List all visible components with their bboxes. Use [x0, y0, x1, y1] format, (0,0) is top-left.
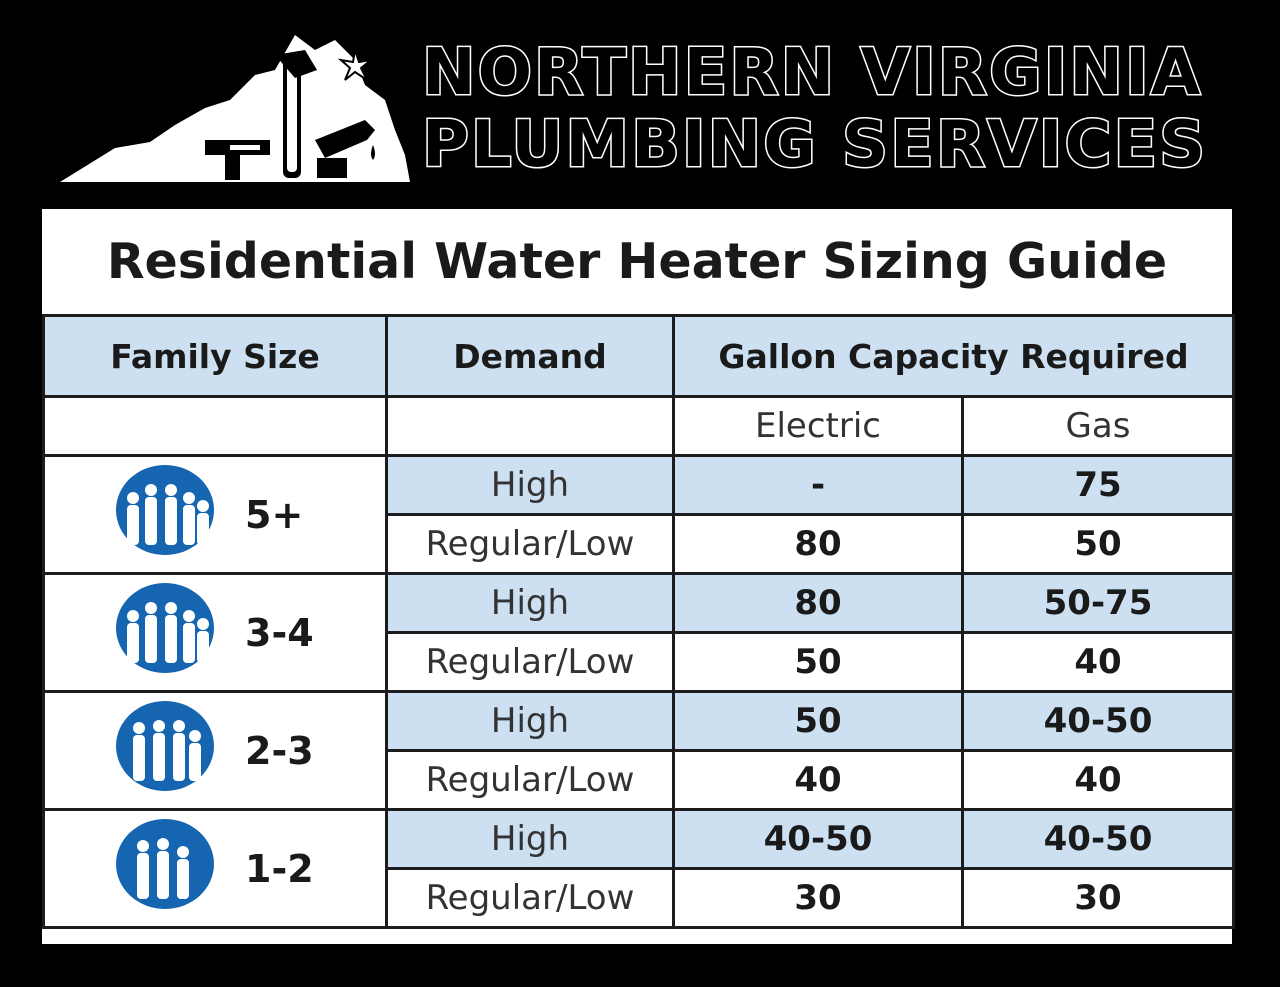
electric-capacity-cell: 50	[674, 692, 963, 751]
demand-cell: High	[387, 810, 674, 869]
gas-capacity-cell: 40-50	[963, 692, 1234, 751]
family-size-label: 1-2	[245, 846, 314, 891]
table-subheader-row	[44, 397, 1234, 456]
page-title: Residential Water Heater Sizing Guide	[106, 233, 1168, 290]
family-size-label: 2-3	[245, 728, 314, 773]
virginia-map-logo-icon	[55, 30, 415, 190]
demand-cell: High	[387, 456, 674, 515]
family-size-cell	[44, 810, 387, 928]
family-icon	[115, 818, 215, 919]
family-size-label: 3-4	[245, 610, 314, 655]
gas-capacity-cell: 40	[963, 633, 1234, 692]
family-icon	[115, 582, 215, 683]
empty-cell	[387, 397, 674, 456]
electric-capacity-cell: 30	[674, 869, 963, 928]
header	[0, 0, 1280, 205]
electric-capacity-cell: -	[674, 456, 963, 515]
family-size-cell	[44, 456, 387, 574]
table-row	[44, 574, 1234, 633]
header-demand: Demand	[387, 316, 674, 397]
demand-cell: Regular/Low	[387, 633, 674, 692]
demand-cell: Regular/Low	[387, 751, 674, 810]
gas-capacity-cell: 30	[963, 869, 1234, 928]
gas-capacity-cell: 50	[963, 515, 1234, 574]
electric-capacity-cell: 80	[674, 574, 963, 633]
electric-capacity-cell: 40	[674, 751, 963, 810]
family-icon	[115, 700, 215, 801]
brand-line-2: PLUMBING SERVICES	[422, 108, 1208, 182]
sizing-guide	[42, 209, 1232, 944]
gas-capacity-cell: 50-75	[963, 574, 1234, 633]
demand-cell: High	[387, 692, 674, 751]
demand-cell: Regular/Low	[387, 869, 674, 928]
demand-cell: High	[387, 574, 674, 633]
demand-cell: Regular/Low	[387, 515, 674, 574]
header-electric: Electric	[674, 397, 963, 456]
gas-capacity-cell: 40	[963, 751, 1234, 810]
electric-capacity-cell: 80	[674, 515, 963, 574]
table-row	[44, 692, 1234, 751]
table-row	[44, 810, 1234, 869]
family-size-cell	[44, 574, 387, 692]
table-row	[44, 456, 1234, 515]
family-size-cell	[44, 692, 387, 810]
electric-capacity-cell: 50	[674, 633, 963, 692]
gas-capacity-cell: 75	[963, 456, 1234, 515]
family-icon	[115, 464, 215, 565]
header-capacity: Gallon Capacity Required	[674, 316, 1234, 397]
table-header-row	[44, 316, 1234, 397]
empty-cell	[44, 397, 387, 456]
sizing-table	[42, 314, 1235, 929]
brand-line-1: NORTHERN VIRGINIA	[422, 36, 1203, 110]
gas-capacity-cell: 40-50	[963, 810, 1234, 869]
family-size-label: 5+	[245, 492, 304, 537]
electric-capacity-cell: 40-50	[674, 810, 963, 869]
header-family-size: Family Size	[44, 316, 387, 397]
header-gas: Gas	[963, 397, 1234, 456]
